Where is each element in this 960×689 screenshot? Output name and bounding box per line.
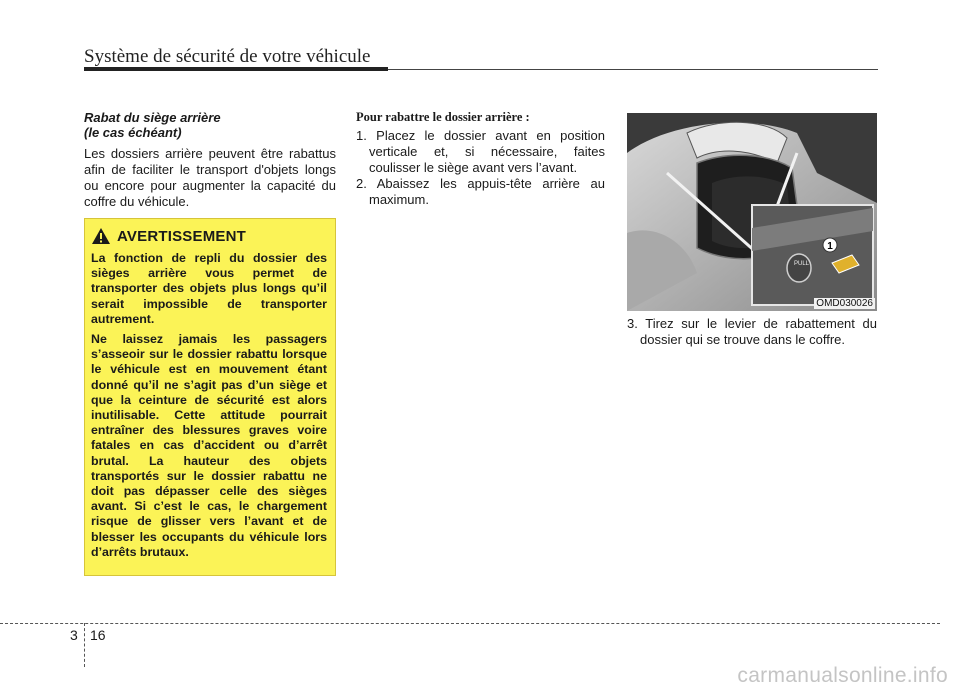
warning-paragraph: La fonction de repli du dossier des sièges arrière vous permet de transporter des objets plus longs qu’il serait impossible de transporter autrement. [91, 251, 327, 326]
intro-column [84, 110, 336, 210]
instructions-heading: Pour rabattre le dossier arrière : [356, 110, 530, 124]
instruction-step-2: 2. Abaissez les appuis-tête arrière au maximum. [356, 176, 605, 207]
callout-number: 1 [827, 241, 833, 252]
section-title [84, 110, 336, 140]
chapter-number: 3 [70, 627, 78, 643]
watermark: carmanualsonline.info [737, 664, 948, 687]
warning-triangle-icon [91, 227, 111, 245]
trunk-illustration [627, 113, 877, 311]
lever-text: PULL [794, 261, 810, 267]
page-header-title: Système de sécurité de votre véhicule [84, 46, 371, 67]
trunk-illustration-drawing [627, 113, 877, 311]
section-title-line2: (le cas échéant) [84, 125, 182, 140]
intro-paragraph: Les dossiers arrière peuvent être rabattus afin de faciliter le transport d'objets longs ou encore pour augmenter la capacité du coffre du véhicule. [84, 146, 336, 209]
instruction-step-3: 3. Tirez sur le levier de rabattement du dossier qui se trouve dans le coffre. [627, 316, 877, 347]
figure-label: OMD030026 [816, 298, 873, 309]
header-rule-thin [388, 69, 878, 70]
warning-title: AVERTISSEMENT [117, 227, 247, 245]
footer-rule [0, 623, 940, 624]
instruction-step-1: 1. Placez le dossier avant en position verticale et, si nécessaire, faites coulisser le siège avant vers l’avant. [356, 128, 605, 175]
header-rule-thick [84, 67, 388, 71]
instructions-column-continued [627, 316, 877, 348]
page-number: 16 [90, 627, 106, 643]
warning-paragraph: Ne laissez jamais les passagers s’asseoir sur le dossier rabattu lorsque le véhicule est en mouvement étant donné qu’il ne s’agit pas d’un siège et que la ceinture de sécurité est alors inutilisable. Cette attitude pourrait entraîner des blessures graves voire fatales en cas d’accident ou d’arrêt brutal. La hauteur des objets transportés sur le dossier rabattu ne doit pas dépasser celle des sièges avant. Si c’est le cas, le chargement risque de glisser vers l’avant et de blesser les occupants du véhicule lors d’arrêts brutaux. [91, 332, 327, 559]
warning-header [91, 227, 327, 245]
footer-divider [84, 623, 85, 667]
instructions-column [356, 110, 605, 208]
section-title-line1: Rabat du siège arrière [84, 110, 221, 125]
warning-box [84, 218, 336, 576]
